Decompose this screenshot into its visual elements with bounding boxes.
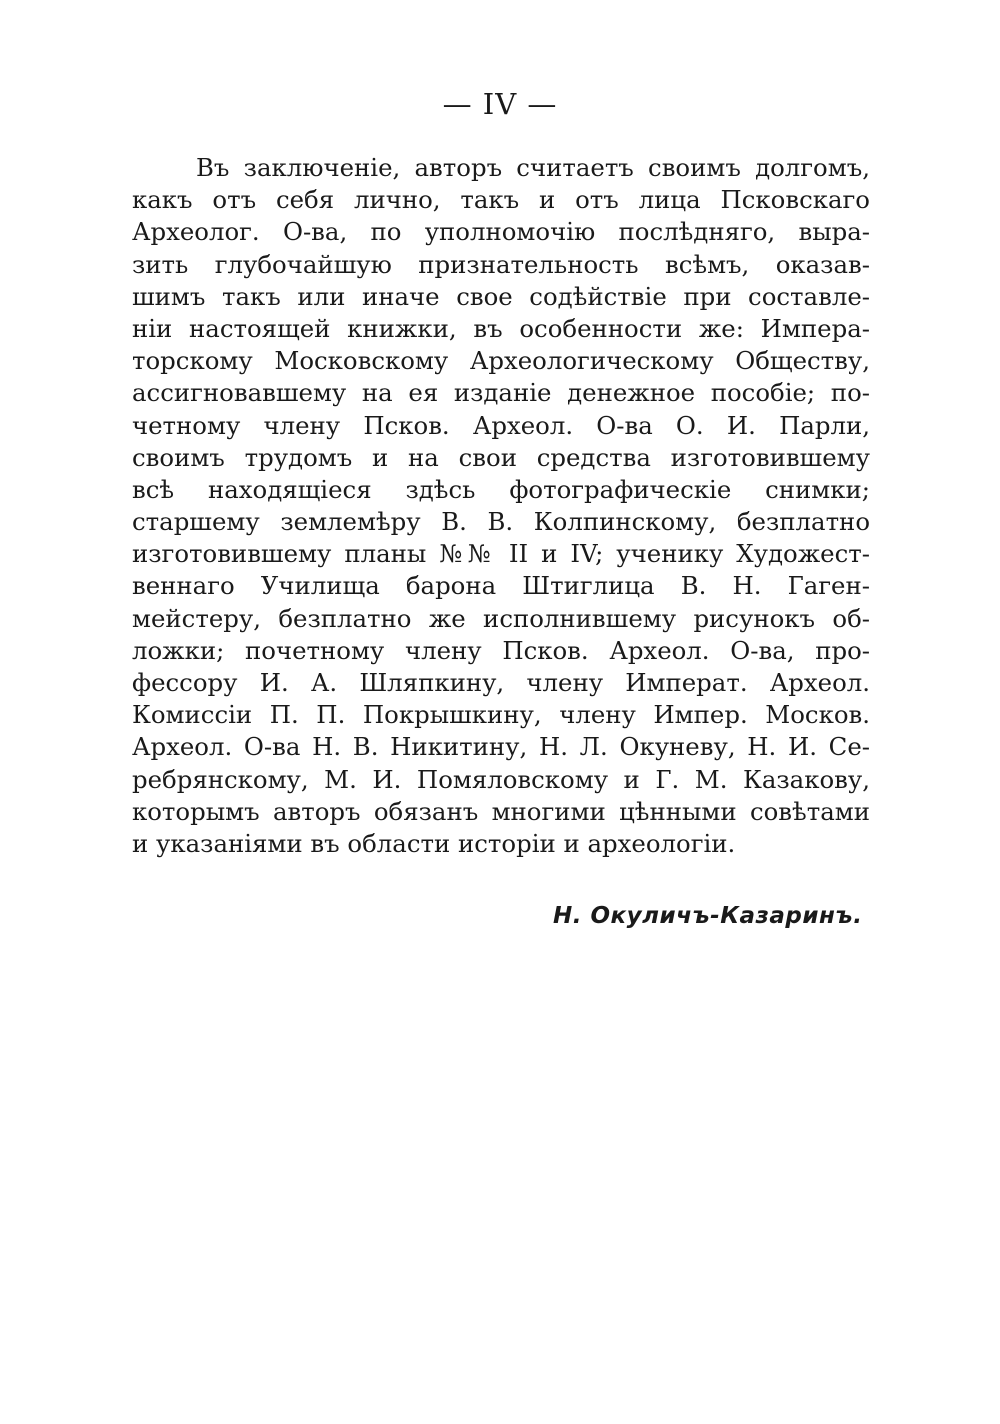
text-line: которымъ авторъ обязанъ многими цѣнными совѣтами bbox=[132, 796, 870, 826]
page-number: — IV — bbox=[442, 87, 558, 121]
text-line: изготовившему планы №№ II и IV; ученику Художест- bbox=[132, 539, 870, 569]
author-signature: Н. Окуличъ-Казаринъ. bbox=[553, 903, 863, 929]
text-line: какъ отъ себя лично, такъ и отъ лица Псковскаго bbox=[132, 185, 870, 215]
text-line: и указаніями въ области исторіи и археологіи. bbox=[132, 828, 736, 858]
text-line: четному члену Псков. Археол. О-ва О. И. Парли, bbox=[132, 410, 870, 440]
text-line: ніи настоящей книжки, въ особенности же: Импера- bbox=[132, 313, 870, 343]
text-line: зить глубочайшую признательность всѣмъ, оказав- bbox=[132, 249, 870, 279]
text-line: шимъ такъ или иначе свое содѣйствіе при составле- bbox=[132, 281, 870, 311]
text-line: всѣ находящіеся здѣсь фотографическіе снимки; bbox=[132, 474, 870, 504]
text-line: ассигновавшему на ея изданіе денежное пособіе; по- bbox=[132, 378, 870, 408]
text-line: старшему землемѣру В. В. Колпинскому, безплатно bbox=[132, 507, 870, 537]
text-line: торскому Московскому Археологическому Обществу, bbox=[132, 346, 870, 376]
text-line: ребрянскому, М. И. Помяловскому и Г. М. Казакову, bbox=[132, 764, 870, 794]
text-line: своимъ трудомъ и на свои средства изготовившему bbox=[132, 442, 870, 472]
text-line: Въ заключеніе, авторъ считаетъ своимъ долгомъ, bbox=[196, 153, 870, 182]
text-line: Археолог. О-ва, по уполномочію послѣдняго, выра- bbox=[132, 217, 870, 247]
text-line: Археол. О-ва Н. В. Никитину, Н. Л. Окуневу, Н. И. Се- bbox=[132, 732, 870, 762]
body-paragraph bbox=[132, 152, 870, 860]
text-line: веннаго Училища барона Штиглица В. Н. Гаген- bbox=[132, 571, 870, 601]
text-line: ложки; почетному члену Псков. Археол. О-ва, про- bbox=[132, 635, 870, 665]
text-line: Комиссіи П. П. Покрышкину, члену Импер. Москов. bbox=[132, 700, 870, 730]
text-line: фессору И. А. Шляпкину, члену Императ. Археол. bbox=[132, 668, 870, 697]
text-line: мейстеру, безплатно же исполнившему рисунокъ об- bbox=[132, 603, 870, 633]
